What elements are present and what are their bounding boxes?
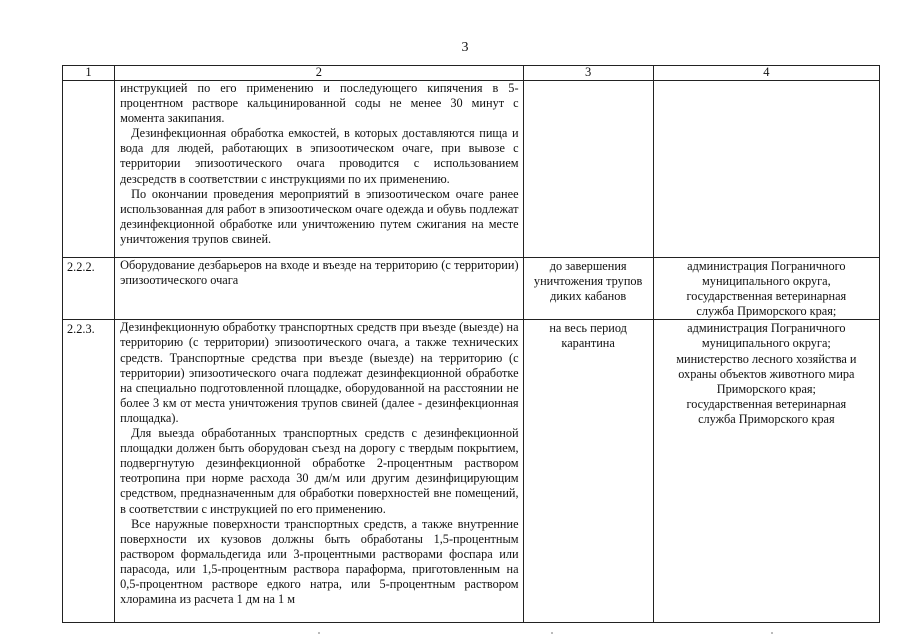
responsible-line: муниципального округа, [702,274,831,289]
description-paragraph: инструкцией по его применению и последующего кипячения в 5-процентном растворе кальцинированной соды не менее 30 минут с момента закипания. [120,81,519,126]
table-row [63,320,880,623]
description-paragraph: По окончании проведения мероприятий в эпизоотическом очаге ранее использованная для работ в эпизоотическом очаге одежда и обувь подлежат дезинфекционной обработке или уничтожению путем сжигания на месте уничтожения трупов свиней. [120,186,519,246]
measure-term [523,258,653,320]
term-line: до завершения [549,259,627,273]
responsible-line: служба Приморского края [698,411,835,426]
description-paragraph: Дезинфекционную обработку транспортных средств при въезде (выезде) на территорию (с территории) эпизоотического очага, а также технических средств. Транспортные средства при въезде (выезде) на территорию (с территории) эпизоотического очага подлежат дезинфекционной обработке на специально подготовленной площадке, оборудованной на расстоянии не более 3 км от места уничтожения трупов свиней (далее - дезинфекционная площадка). [120,320,519,425]
responsible-line: министерство лесного хозяйства и [676,351,857,366]
page-number: 3 [461,40,469,55]
measure-term [523,320,653,623]
responsible-parties [653,320,879,623]
responsible-line: Приморского края; [716,381,816,396]
column-header-1: 1 [63,66,115,81]
row-number [63,81,115,258]
responsible-parties [653,81,879,258]
measure-description [115,320,524,623]
responsible-line: служба Приморского края; [696,304,837,319]
row-number: 2.2.2. [63,258,115,320]
term-line: диких кабанов [550,289,627,304]
row-number: 2.2.3. [63,320,115,623]
term-line: на весь период [549,321,627,336]
column-header-4: 4 [653,66,879,81]
responsible-line: государственная ветеринарная [686,289,847,304]
table-row [63,81,880,258]
responsible-line: государственная ветеринарная [686,396,847,411]
responsible-line: администрация Пограничного [687,321,846,336]
scan-specks [0,628,905,634]
scan-speck [771,632,773,634]
column-header-3: 3 [523,66,653,81]
term-line: уничтожения трупов [533,274,643,289]
scan-speck [318,632,320,634]
measure-term [523,81,653,258]
measure-description [115,81,524,258]
measure-description [115,258,524,320]
responsible-line: муниципального округа; [701,336,831,351]
responsible-parties [653,258,879,320]
scan-speck [551,632,553,634]
description-paragraph: Все наружные поверхности транспортных средств, а также внутренние поверхности их кузовов должны быть обработаны 1,5-процентным раствором формальдегида или 3-процентными растворами фоспара или парасода, или 1,5-процентным раствора параформа, приготовленным на 0,5-процентном растворе едкого натра, или 5-процентным раствором хлорамина из расчета 1 дм на 1 м [120,516,519,607]
responsible-line: администрация Пограничного [687,259,846,273]
column-header-2: 2 [115,66,524,81]
term-line: карантина [561,336,615,351]
description-paragraph: Оборудование дезбарьеров на входе и въезде на территорию (с территории) эпизоотического очага [120,258,519,288]
responsible-line: охраны объектов животного мира [678,366,855,381]
table-row [63,258,880,320]
description-paragraph: Дезинфекционная обработка емкостей, в которых доставляются пища и вода для людей, работающих в эпизоотическом очаге, при вывозе с территории эпизоотического очага проводится с использованием дезсредств в соответствии с инструкциями по их применению. [120,126,519,186]
measures-table [62,65,880,623]
description-paragraph: Для выезда обработанных транспортных средств с дезинфекционной площадки должен быть оборудован съезд на дорогу с твердым покрытием, подвергнутую дезинфекционной обработке 2-процентным раствором теотропина при норме расхода 30 дм/м или другим дезинфицирующим средством, предназначенным для обработки поверхностей вне помещений, в соответствии с инструкцией по его применению. [120,426,519,516]
table-header-row [63,66,880,81]
